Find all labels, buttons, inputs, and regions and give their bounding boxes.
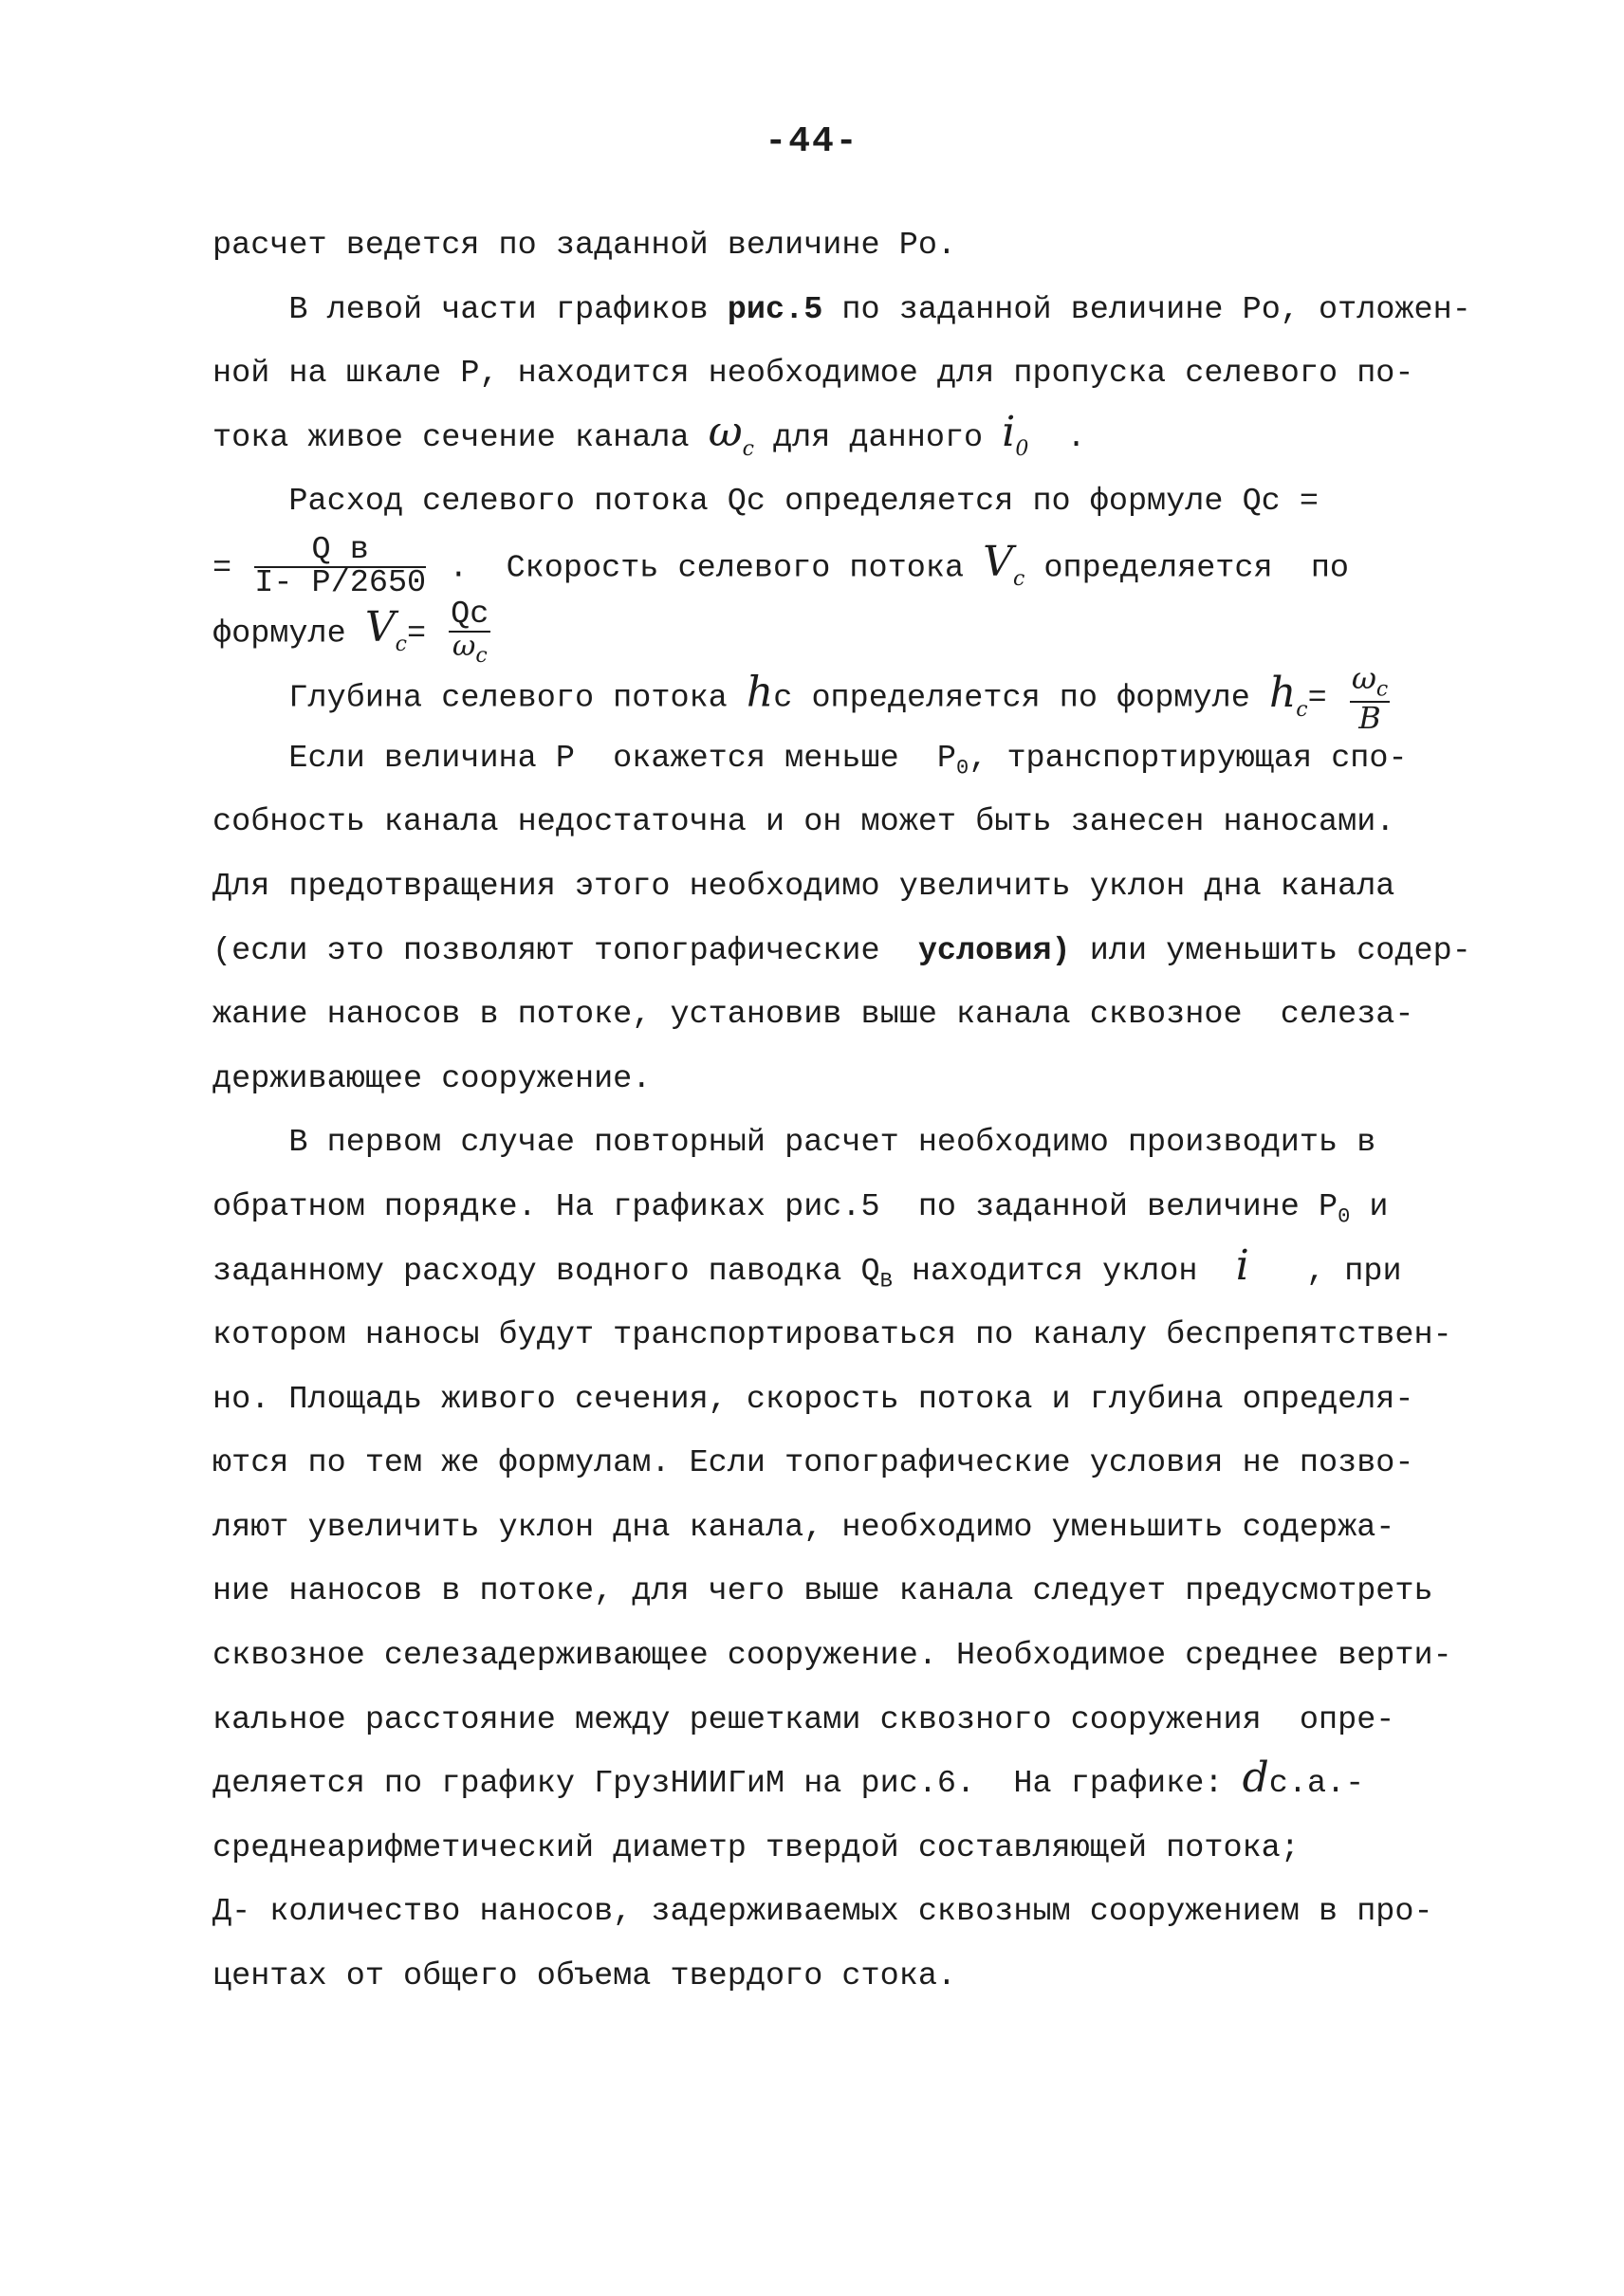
text-line-6: = $\frac{\text{Q в}}{I- P/2650}$ . Скорость селевого потока $V_c$ определяется по (212, 531, 1350, 602)
velocity-formula: $\frac{Qс}{\omega_c}$ (451, 596, 489, 669)
text-line-18: котором наносы будут транспортироваться по каналу беспрепятствен- (212, 1317, 1452, 1354)
text-line-15: В первом случае повторный расчет необходимо производить в (212, 1125, 1376, 1162)
text-line-20: ются по тем же формулам. Если топографические условия не позво- (212, 1445, 1414, 1482)
text-line-23: сквозное селезадерживающее сооружение. Необходимое среднее верти- (212, 1638, 1452, 1675)
text-line-14: держивающее сооружение. (212, 1060, 652, 1097)
text-line-22: ние наносов в потоке, для чего выше канала следует предусмотреть (212, 1573, 1433, 1610)
text-line-9: Если величина Р окажется меньше $Р_0$, транспортирующая спо- (212, 740, 1408, 781)
depth-formula: $\frac{\omega_c}{B}$ (1351, 660, 1389, 736)
text-line-25: деляется по графику ГрузНИИГиМ на рис.6. На графике: dс.а.- (212, 1754, 1365, 1803)
discharge-formula: $\frac{\text{Q в}}{I- P/2650}$ (254, 531, 427, 602)
i0-symbol: $i_0$ (1002, 407, 1029, 461)
text-line-16: обратном порядке. На графиках рис.5 по заданной величине $Р_0$ и (212, 1188, 1389, 1229)
text-line-4: тока живое сечение канала $\omega_c$ для данного $i_0$ . (212, 407, 1086, 461)
text-line-7: формуле $V_c=$ $\frac{Qс}{\omega_c}$ (212, 596, 489, 669)
text-line-17: заданному расходу водного паводка $Q_В$ находится уклон i , при (212, 1240, 1402, 1294)
text-line-27: Д- количество наносов, задерживаемых сквозным сооружением в про- (212, 1894, 1433, 1931)
text-line-2: В левой части графиков рис.5 по заданной величине Ро, отложен- (212, 291, 1471, 328)
page-number: -44- (765, 121, 859, 162)
text-line-5: Расход селевого потока Qс определяется по формуле Qс = (212, 484, 1319, 521)
v-c-symbol: $V_c$ (983, 538, 1025, 592)
body-text (212, 214, 1484, 2010)
text-line-28: центах от общего объема твердого стока. (212, 1958, 957, 1995)
text-line-10: собность канала недостаточна и он может быть занесен наносами. (212, 804, 1395, 841)
text-line-8: Глубина селевого потока hс определяется по формуле $h_c=$ $\frac{\omega_c}{B}$ (212, 660, 1389, 736)
text-line-26: среднеарифметический диаметр твердой составляющей потока; (212, 1829, 1300, 1866)
h-c-symbol: h (746, 668, 774, 717)
text-line-12: (если это позволяют топографические условия) или уменьшить содер- (212, 932, 1471, 969)
text-line-21: ляют увеличить уклон дна канала, необходимо уменьшить содержа- (212, 1509, 1395, 1546)
h-c-formula: $h_c$ (1268, 668, 1308, 722)
i-symbol: i (1235, 1240, 1249, 1290)
text-line-19: но. Площадь живого сечения, скорость потока и глубина определя- (212, 1381, 1414, 1418)
omega-c-symbol: $\omega_c$ (708, 407, 754, 461)
text-line-1: расчет ведется по заданной величине Ро. (212, 228, 957, 264)
text-line-13: жание наносов в потоке, установив выше канала сквозное селеза- (212, 997, 1414, 1034)
text-line-24: кальное расстояние между решетками сквозного сооружения опре- (212, 1701, 1395, 1738)
d-sa-symbol: d (1242, 1754, 1269, 1803)
v-c-formula: $V_c$ (364, 603, 407, 656)
text-line-3: ной на шкале Р, находится необходимое для пропуска селевого по- (212, 356, 1414, 393)
text-line-11: Для предотвращения этого необходимо увеличить уклон дна канала (212, 868, 1395, 905)
